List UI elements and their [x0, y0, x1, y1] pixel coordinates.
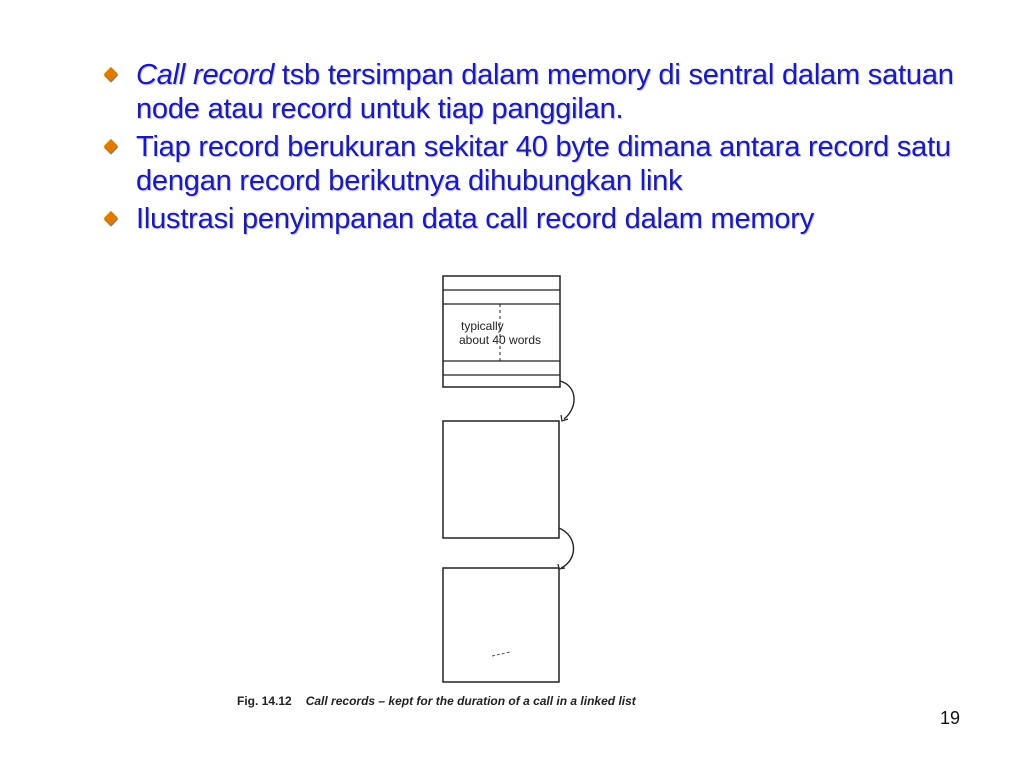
record-box-3 [443, 568, 559, 682]
diamond-bullet-icon [104, 211, 118, 225]
linked-list-figure [228, 268, 748, 718]
bullet-list [102, 58, 1002, 240]
link-arrow [560, 381, 574, 419]
link-arrow [559, 528, 574, 568]
page-number: 19 [940, 708, 961, 728]
bullet-item [102, 202, 1002, 236]
bullet-item [102, 130, 1002, 198]
figure-caption [237, 694, 636, 708]
record-size-label-line1: typically [461, 319, 504, 333]
bullet-text: Tiap record berukuran sekitar 40 byte dimana antara record satu dengan record berikutnya dihubungkan link [136, 131, 951, 197]
bullet-item [102, 58, 1002, 126]
figure-caption-text: Call records – kept for the duration of a call in a linked list [305, 694, 636, 708]
record-size-label-line2: about 40 words [459, 333, 542, 347]
smudge-mark [492, 652, 510, 656]
figure-caption-id: Fig. 14.12 [237, 694, 292, 708]
diamond-bullet-icon [104, 139, 118, 153]
diamond-bullet-icon [104, 67, 118, 81]
bullet-text: Ilustrasi penyimpanan data call record dalam memory [136, 203, 815, 235]
bullet-text: tsb tersimpan dalam memory di sentral dalam satuan node atau record untuk tiap panggilan. [136, 59, 954, 125]
bullet-emphasis: Call record [136, 59, 275, 91]
record-box-2 [443, 421, 559, 538]
